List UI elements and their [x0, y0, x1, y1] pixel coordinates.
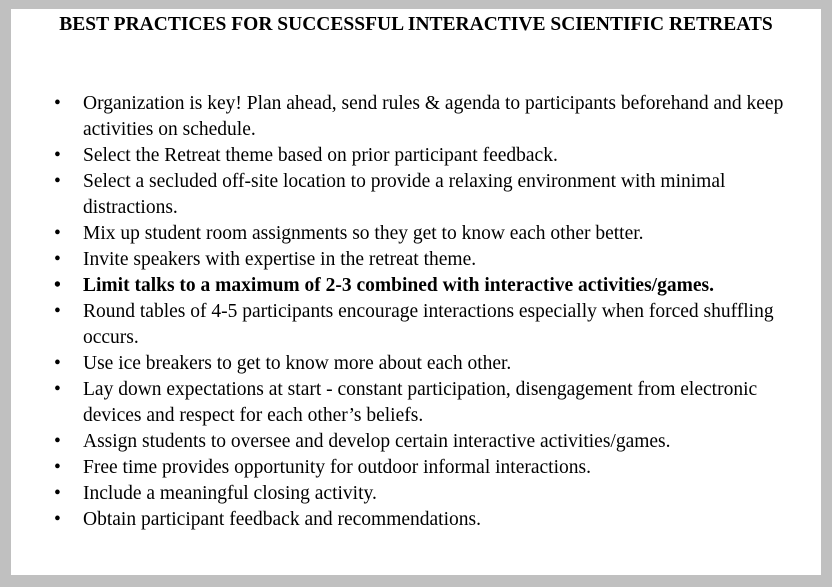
list-item-text: Obtain participant feedback and recommendations.	[83, 509, 481, 530]
list-item	[11, 377, 821, 429]
document-title: BEST PRACTICES FOR SUCCESSFUL INTERACTIVE SCIENTIFIC RETREATS	[59, 14, 773, 35]
bullet-icon: •	[54, 431, 61, 452]
list-item	[11, 455, 821, 481]
list-item-text: Lay down expectations at start - constant participation, disengagement from electronic devices and respect for each other’s beliefs.	[83, 379, 758, 426]
bullet-icon: •	[54, 353, 61, 374]
list-item	[11, 273, 821, 299]
list-item-text: Free time provides opportunity for outdoor informal interactions.	[83, 457, 591, 478]
list-item	[11, 221, 821, 247]
bullet-icon: •	[54, 301, 61, 322]
list-item-text: Select the Retreat theme based on prior participant feedback.	[83, 145, 558, 166]
list-item-text: Include a meaningful closing activity.	[83, 483, 377, 504]
list-item	[11, 429, 821, 455]
list-item-text: Select a secluded off-site location to provide a relaxing environment with minimal distractions.	[83, 171, 726, 218]
document-frame	[11, 9, 821, 575]
list-item-text: Round tables of 4-5 participants encourage interactions especially when forced shuffling occurs.	[83, 301, 774, 348]
list-item-text: Organization is key! Plan ahead, send rules & agenda to participants beforehand and keep activities on schedule.	[83, 93, 784, 140]
list-item	[11, 91, 821, 143]
bullet-icon: •	[54, 457, 61, 478]
list-item-text: Limit talks to a maximum of 2-3 combined with interactive activities/games.	[83, 275, 714, 296]
bullet-icon: •	[54, 509, 61, 530]
list-item	[11, 299, 821, 351]
list-item	[11, 351, 821, 377]
bullet-icon: •	[54, 145, 61, 166]
bullet-icon: •	[54, 249, 61, 270]
list-item-text: Invite speakers with expertise in the retreat theme.	[83, 249, 477, 270]
list-item	[11, 507, 821, 533]
list-item	[11, 169, 821, 221]
bullet-icon: •	[54, 223, 61, 244]
bullet-icon: •	[54, 93, 61, 114]
list-item	[11, 481, 821, 507]
bullet-icon: •	[54, 171, 61, 192]
list-item-text: Assign students to oversee and develop certain interactive activities/games.	[83, 431, 671, 452]
best-practices-list	[11, 91, 821, 533]
list-item	[11, 143, 821, 169]
bullet-icon: •	[54, 379, 61, 400]
bullet-icon: •	[54, 275, 61, 296]
list-item	[11, 247, 821, 273]
list-item-text: Use ice breakers to get to know more about each other.	[83, 353, 512, 374]
list-item-text: Mix up student room assignments so they get to know each other better.	[83, 223, 644, 244]
bullet-icon: •	[54, 483, 61, 504]
